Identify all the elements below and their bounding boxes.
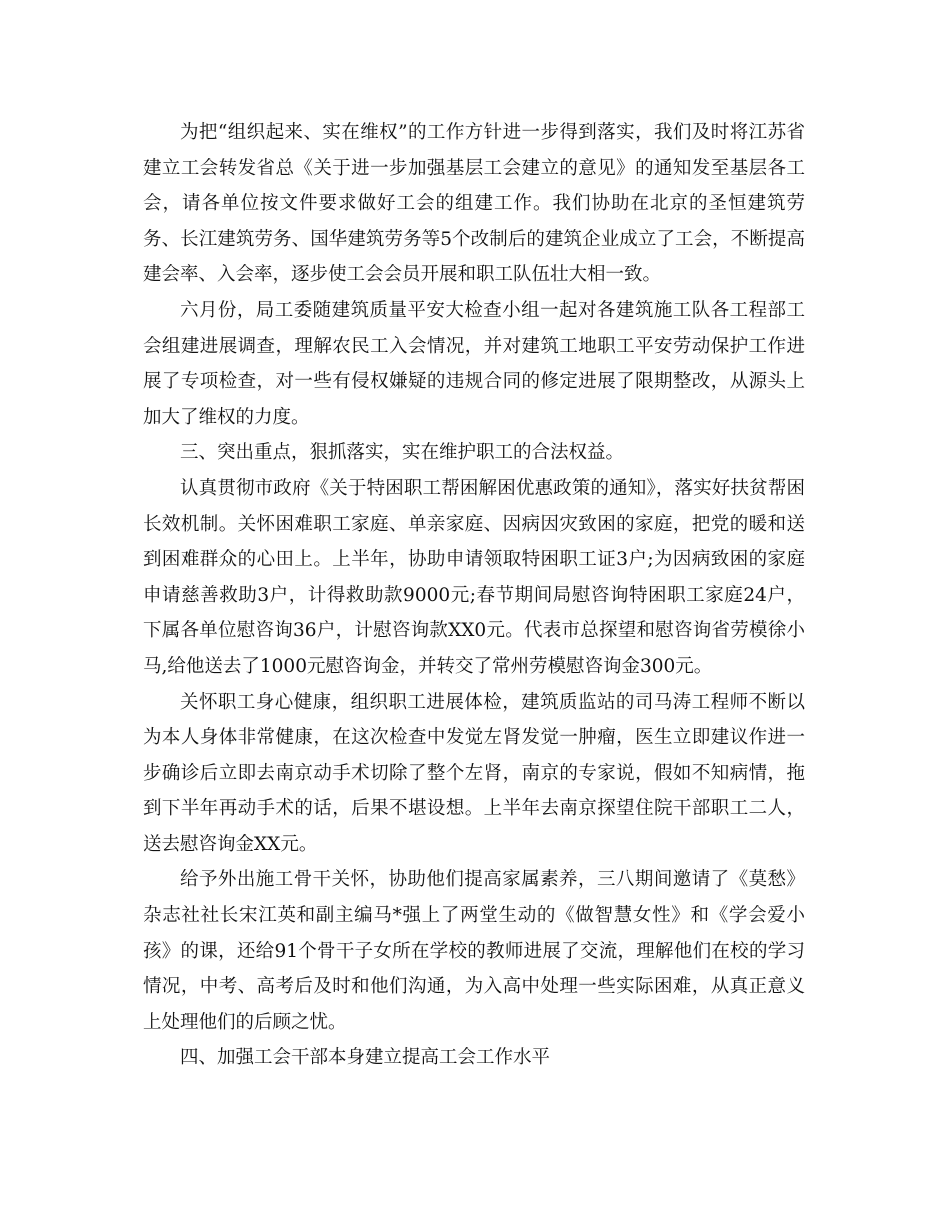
paragraph-family-care: 给予外出施工骨干关怀，协助他们提高家属素养，三八期间邀请了《莫愁》杂志社社长宋江英和副主编马*强上了两堂生动的《做智慧女性》和《学会爱小孩》的课，还给91个骨干子女所在学校的教师进展了交流，理解他们在校的学习情况，中考、高考后及时和他们沟通，为入高中处理一些实际困难，从真正意义上处理他们的后顾之忧。: [143, 869, 805, 1033]
document-body: [143, 115, 805, 1076]
paragraph-health-care: 关怀职工身心健康，组织职工进展体检，建筑质监站的司马涛工程师不断以为本人身体非常健康，在这次检查中发觉左肾发觉一肿瘤，医生立即建议作进一步确诊后立即去南京动手术切除了整个左肾，南京的专家说，假如不知病情，拖到下半年再动手术的话，后果不堪设想。上半年去南京探望住院干部职工二人，送去慰咨询金XX元。: [143, 691, 805, 855]
paragraph-june-inspection: 六月份，局工委随建筑质量平安大检查小组一起对各建筑施工队各工程部工会组建进展调查，理解农民工入会情况，并对建筑工地职工平安劳动保护工作进展了专项检查，对一些有侵权嫌疑的违规合同的修定进展了限期整改，从源头上加大了维权的力度。: [143, 299, 805, 428]
section-heading-four: 四、加强工会干部本身建立提高工会工作水平: [180, 1047, 551, 1069]
section-heading-three: 三、突出重点，狠抓落实，实在维护职工的合法权益。: [180, 442, 625, 464]
paragraph-poverty-relief: 认真贯彻市政府《关于特困职工帮困解困优惠政策的通知》，落实好扶贫帮困长效机制。关怀困难职工家庭、单亲家庭、因病因灾致困的家庭，把党的暖和送到困难群众的心田上。上半年，协助申请领取特困职工证3户;为因病致困的家庭申请慈善救助3户，计得救助款9000元;春节期间局慰咨询特困职工家庭24户，下属各单位慰咨询36户，计慰咨询款XX0元。代表市总探望和慰咨询省劳模徐小马,给他送去了1000元慰咨询金，并转交了常州劳模慰咨询金300元。: [143, 477, 805, 677]
paragraph-organize-union: 为把“组织起来、实在维权”的工作方针进一步得到落实，我们及时将江苏省建立工会转发省总《关于进一步加强基层工会建立的意见》的通知发至基层各工会，请各单位按文件要求做好工会的组建工作。我们协助在北京的圣恒建筑劳务、长江建筑劳务、国华建筑劳务等5个改制后的建筑企业成立了工会，不断提高建会率、入会率，逐步使工会会员开展和职工队伍壮大相一致。: [143, 122, 805, 286]
